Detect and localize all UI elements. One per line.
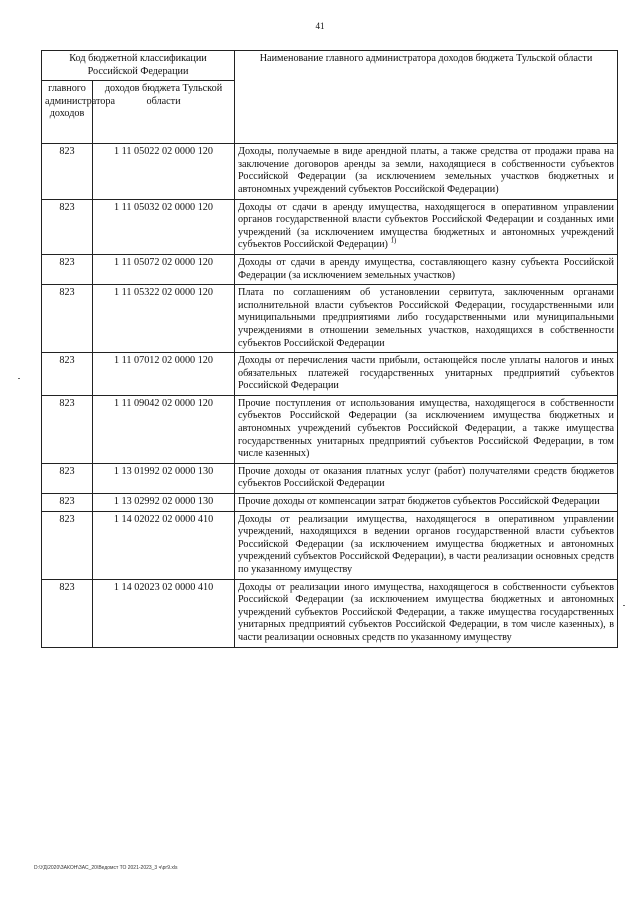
admin-code-cell: 823 (42, 254, 93, 284)
admin-code-cell: 823 (42, 395, 93, 463)
table-row (42, 285, 618, 353)
revenue-name-text: Доходы, получаемые в виде арендной платы, а также средства от продажи права на заключение договоров аренды за земли, находящиеся в собственности субъектов Российской Федерации (за исключением земельных участков бюджетных и автономных учреждений субъектов Российской Федерации) (238, 146, 615, 195)
revenue-name-text: Прочие доходы от компенсации затрат бюджетов субъектов Российской Федерации (238, 496, 600, 508)
revenue-code-cell: 1 14 02023 02 0000 410 (93, 579, 235, 647)
table-row (42, 254, 618, 284)
revenue-name-cell (235, 144, 618, 199)
scan-mark (18, 378, 20, 379)
table-row (42, 463, 618, 493)
admin-code-cell: 823 (42, 494, 93, 512)
header-code-group: Код бюджетной классификации Российской Федерации (42, 51, 235, 81)
revenue-name-text: Доходы от реализации имущества, находящегося в оперативном управлении учреждений, находящихся в ведении органов государственной власти субъектов Российской Федерации (за исключением имущества бюджетных и автономных учреждений субъектов Российской Федерации), в части реализации основных средств по указанному имуществу (238, 513, 615, 575)
header-admin: главного администратора доходов (42, 81, 93, 144)
revenue-name-cell (235, 353, 618, 396)
revenue-code-cell: 1 11 05022 02 0000 120 (93, 144, 235, 199)
table-row (42, 395, 618, 463)
revenue-code-cell: 1 11 09042 02 0000 120 (93, 395, 235, 463)
revenue-name-text: Прочие поступления от использования имущества, находящегося в собственности субъектов Российской Федерации (за исключением имущества бюджетных и автономных учреждений субъектов Российской Федерации, а также имущества государственных унитарных предприятий субъектов Российской Федерации, в том числе казенных) (238, 397, 615, 460)
revenue-name-text: Плата по соглашениям об установлении сервитута, заключенным органами исполнительной власти субъектов Российской Федерации, государственными или муниципальными предприятиями либо государственными или муниципальными учреждениями в отношении земельных участков, находящихся в собственности субъектов Российской Федерации (238, 287, 615, 349)
table-row (42, 579, 618, 647)
header-revenue: доходов бюджета Тульской области (93, 81, 235, 144)
revenue-code-cell: 1 13 01992 02 0000 130 (93, 463, 235, 493)
revenue-code-cell: 1 13 02992 02 0000 130 (93, 494, 235, 512)
admin-code-cell: 823 (42, 199, 93, 254)
revenue-name-text: Доходы от сдачи в аренду имущества, находящегося в оперативном управлении органов государственной власти субъектов Российской Федерации и созданных ими учреждений (за исключением имущества бюджетных и автономных учреждений субъектов Российской Федерации) (238, 201, 615, 251)
revenue-name-text: Доходы от реализации иного имущества, находящегося в собственности субъектов Российской Федерации (за исключением имущества бюджетных и автономных учреждений субъектов Российской Федерации, а также имущества государственных унитарных предприятий субъектов Российской Федерации, в том числе казенных), в части реализации основных средств по указанному имуществу (238, 581, 615, 643)
admin-code-cell: 823 (42, 285, 93, 353)
table-row (42, 199, 618, 254)
revenue-name-text: Прочие доходы от оказания платных услуг (работ) получателями средств бюджетов субъектов Российской Федерации (238, 465, 615, 490)
table-body (42, 144, 618, 647)
header-row-top (42, 51, 618, 81)
page-number: 41 (315, 21, 325, 31)
admin-code-cell: 823 (42, 144, 93, 199)
revenue-code-cell: 1 11 07012 02 0000 120 (93, 353, 235, 396)
table-row (42, 353, 618, 396)
table-row (42, 494, 618, 512)
revenue-name-cell (235, 285, 618, 353)
revenue-name-text: Доходы от перечисления части прибыли, остающейся после уплаты налогов и иных обязательных платежей государственных унитарных предприятий субъектов Российской Федерации (238, 355, 615, 392)
table-row (42, 144, 618, 199)
revenue-name-cell (235, 579, 618, 647)
revenue-code-cell: 1 11 05032 02 0000 120 (93, 199, 235, 254)
admin-code-cell: 823 (42, 579, 93, 647)
scan-mark (623, 605, 625, 606)
revenue-name-cell (235, 395, 618, 463)
revenue-name-cell (235, 494, 618, 512)
admin-code-cell: 823 (42, 353, 93, 396)
revenue-code-cell: 1 11 05322 02 0000 120 (93, 285, 235, 353)
revenue-code-cell: 1 11 05072 02 0000 120 (93, 254, 235, 284)
footnote-marker: 1) (390, 236, 397, 245)
revenue-name-cell (235, 463, 618, 493)
admin-code-cell: 823 (42, 511, 93, 579)
footer-file-path: D:\УД\2020\ЗАКОН\ЗАС_20\Ведомст ТО 2021-2023_3 ч\рг9.xls (34, 865, 178, 871)
admin-code-cell: 823 (42, 463, 93, 493)
revenue-administrators-table (41, 50, 618, 648)
revenue-name-cell (235, 511, 618, 579)
header-name: Наименование главного администратора доходов бюджета Тульской области (235, 51, 618, 144)
revenue-name-cell (235, 199, 618, 254)
revenue-name-cell (235, 254, 618, 284)
revenue-code-cell: 1 14 02022 02 0000 410 (93, 511, 235, 579)
table-row (42, 511, 618, 579)
revenue-name-text: Доходы от сдачи в аренду имущества, составляющего казну субъекта Российской Федерации (за исключением земельных участков) (238, 256, 615, 281)
